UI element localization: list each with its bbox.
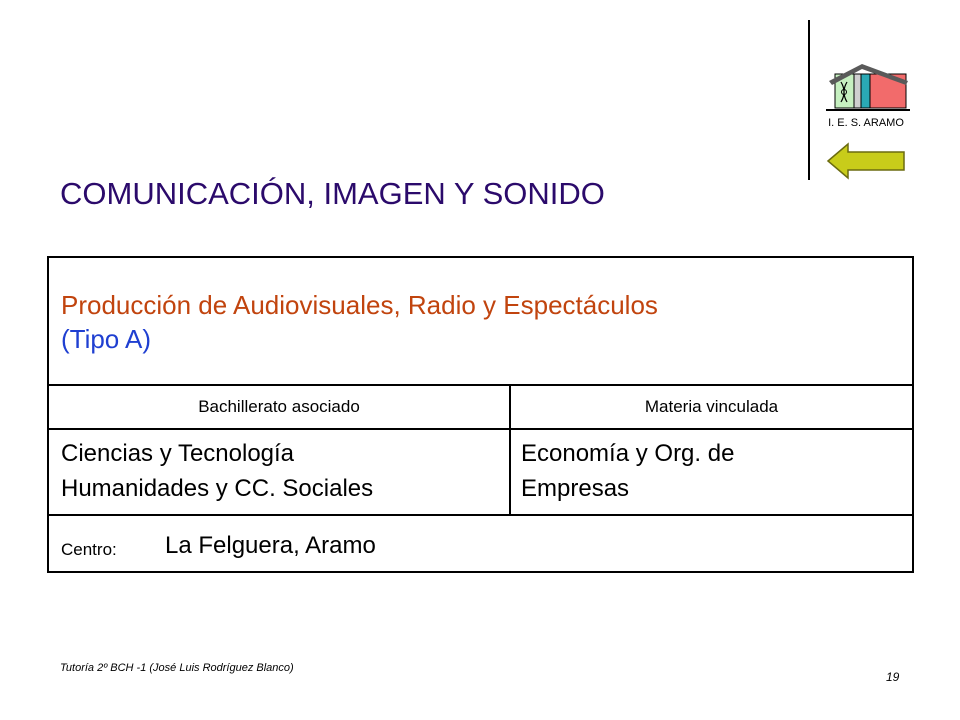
header-materia: Materia vinculada xyxy=(644,397,779,416)
program-title xyxy=(61,288,658,356)
program-table xyxy=(47,256,914,573)
table-data-row xyxy=(49,430,912,516)
header-bachillerato: Bachillerato asociado xyxy=(198,397,360,416)
bachillerato-cell xyxy=(61,436,373,506)
bachillerato-line-1: Ciencias y Tecnología xyxy=(61,440,295,467)
logo-text: I. E. S. ARAMO xyxy=(828,117,904,129)
bachillerato-line-2: Humanidades y CC. Sociales xyxy=(61,475,374,502)
centro-label: Centro: xyxy=(61,540,117,559)
materia-line-1: Economía y Org. de xyxy=(521,440,735,467)
page-number: 19 xyxy=(886,670,900,684)
footer-text: Tutoría 2º BCH -1 (José Luis Rodríguez Blanco) xyxy=(60,662,294,674)
vertical-divider xyxy=(808,20,810,180)
back-arrow-icon[interactable] xyxy=(826,142,906,180)
page-heading: COMUNICACIÓN, IMAGEN Y SONIDO xyxy=(60,176,605,211)
materia-line-2: Empresas xyxy=(521,475,630,502)
ies-aramo-logo xyxy=(818,64,914,134)
materia-cell xyxy=(521,436,734,506)
table-header-row xyxy=(49,386,912,430)
program-title-cell xyxy=(49,258,912,386)
centro-row xyxy=(49,516,912,571)
program-title-name: Producción de Audiovisuales, Radio y Espectáculos xyxy=(61,290,658,320)
program-title-type: (Tipo A) xyxy=(61,324,152,354)
centro-value: La Felguera, Aramo xyxy=(165,532,376,559)
